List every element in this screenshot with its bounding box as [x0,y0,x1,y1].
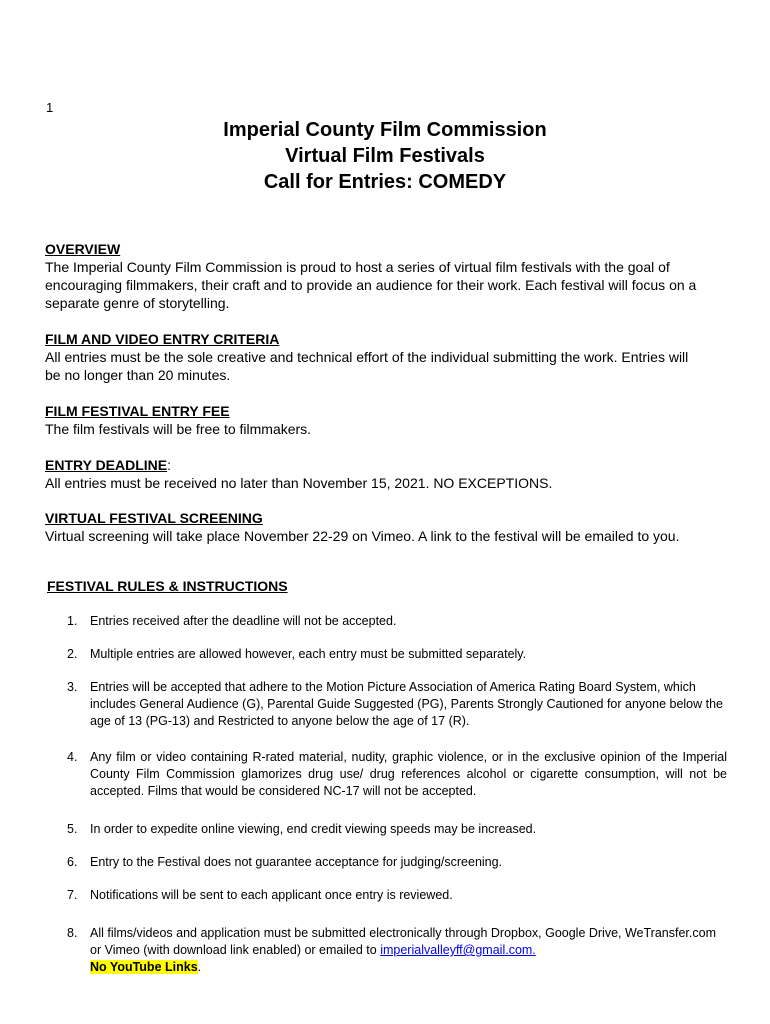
rule-text: Multiple entries are allowed however, each entry must be submitted separately. [90,647,527,661]
no-youtube-highlight: No YouTube Links [90,960,198,974]
criteria-heading: FILM AND VIDEO ENTRY CRITERIA [45,331,280,347]
deadline-body: All entries must be received no later than November 15, 2021. NO EXCEPTIONS. [45,475,553,491]
rule-number: 1. [67,614,78,628]
page-number: 1 [46,100,54,115]
title-line-3: Call for Entries: COMEDY [263,171,507,193]
rule-item [67,887,727,904]
rule-number: 6. [67,855,78,869]
rule-text: Notifications will be sent to each applicant once entry is reviewed. [90,888,453,902]
document-title [0,117,770,195]
deadline-section [45,456,705,492]
screening-heading: VIRTUAL FESTIVAL SCREENING [45,510,263,526]
rule-item [67,679,727,730]
rule-text: Any film or video containing R-rated material, nudity, graphic violence, or in the exclusive opinion of the Imperial County Film Commission glamorizes drug use/ drug references alcohol or cigarette consumption, will not be accepted. Films that would be considered NC-17 will not be accepted. [90,750,727,798]
rules-heading: FESTIVAL RULES & INSTRUCTIONS [47,578,288,594]
rule-text-with-link [90,925,727,976]
screening-section [45,509,705,545]
rule-number: 5. [67,822,78,836]
title-line-1: Imperial County Film Commission [223,119,547,141]
rule-item [67,749,727,800]
fee-section [45,402,705,438]
rule-number: 2. [67,647,78,661]
rule-text: Entries received after the deadline will not be accepted. [90,614,397,628]
rule-number: 3. [67,680,78,694]
rule-item [67,925,727,976]
title-line-2: Virtual Film Festivals [285,145,485,167]
fee-body: The film festivals will be free to filmmakers. [45,421,312,437]
rule-text: In order to expedite online viewing, end credit viewing speeds may be increased. [90,822,537,836]
rule-end-period: . [197,960,202,974]
overview-body: The Imperial County Film Commission is proud to host a series of virtual film festivals with the goal of encouraging filmmakers, their craft and to provide an audience for their work. Each festival will focus on a separate genre of storytelling. [45,259,697,311]
rule-number: 4. [67,750,78,764]
email-link[interactable]: imperialvalleyff@gmail.com. [380,943,536,957]
screening-body: Virtual screening will take place November 22-29 on Vimeo. A link to the festival will be emailed to you. [45,528,680,544]
criteria-section [45,330,705,384]
rule-text: Entry to the Festival does not guarantee acceptance for judging/screening. [90,855,503,869]
fee-heading: FILM FESTIVAL ENTRY FEE [45,403,230,419]
rule-text: Entries will be accepted that adhere to the Motion Picture Association of America Rating Board System, which includes General Audience (G), Parental Guide Suggested (PG), Parents Strongly Cautioned for anyone below the age of 13 (PG-13) and Restricted to anyone below the age of 17 (R). [90,680,724,728]
criteria-body: All entries must be the sole creative and technical effort of the individual submitting the work. Entries will be no longer than 20 minutes. [45,349,689,383]
rule-number: 8. [67,926,78,940]
rule-item [67,613,727,630]
rule-number: 7. [67,888,78,902]
rule-item [67,646,727,663]
rule-text: All films/videos and application must be submitted electronically through Dropbox, Google Drive, WeTransfer.com or Vimeo (with download link enabled) or emailed to [90,926,716,957]
deadline-heading: ENTRY DEADLINE [45,457,168,473]
overview-heading: OVERVIEW [45,241,121,257]
rule-item [67,854,727,871]
rule-item [67,821,727,838]
deadline-colon: : [167,457,172,473]
overview-section [45,240,705,312]
